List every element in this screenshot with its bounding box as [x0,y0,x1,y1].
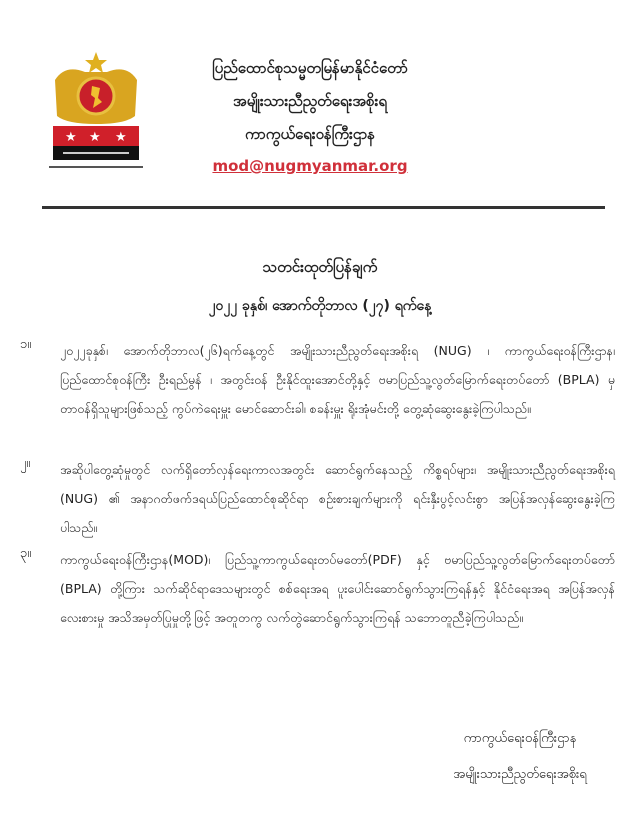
paragraph-1 [20,336,615,423]
ministry-name: ကာကွယ်ရေးဝန်ကြီးဌာန [244,125,376,143]
paragraph-text: အဆိုပါတွေ့ဆုံမှုတွင် လက်ရှိတော်လှန်ရေးကာလအတွင်း ဆောင်ရွက်နေသည့် ကိစ္စရပ်များ၊ အမျိုးသားညီညွတ်ရေးအစိုးရ (NUG) ၏ အနာဂတ်ဖက်ဒရယ်ပြည်ထောင်စုဆိုင်ရာ စဉ်းစားချက်များကို ရင်းနှီးပွင့်လင်းစွာ အပြန်အလှန်ဆွေးနွေးခဲ့ကြပါသည်။ [60,462,615,535]
paragraph-text: ကာကွယ်ရေးဝန်ကြီးဌာန(MOD)၊ ပြည်သူ့ကာကွယ်ရေးတပ်မတော်(PDF) နှင့် ဗမာပြည်သူ့လွတ်မြောက်ရေးတပ်တော် (BPLA) တို့ကြား သက်ဆိုင်ရာဒေသများတွင် စစ်ရေးအရ ပူးပေါင်းဆောင်ရွက်သွားကြရန်နှင့် နိုင်ငံရေးအရ အပြန်အလှန်လေးစားမှု အသိအမှတ်ပြုမှုတို့ဖြင့် အတူတကွ လက်တွဲဆောင်ရွက်သွားကြရန် သဘောတူညီခဲ့ကြပါသည်။ [60,552,615,625]
paragraph-text: ၂၀၂၂ခုနှစ်၊ အောက်တိုဘာလ(၂၆)ရက်နေ့တွင် အမျိုးသားညီညွတ်ရေးအစိုးရ (NUG) ၊ ကာကွယ်ရေးဝန်ကြီးဌာန၊ ပြည်ထောင်စုဝန်ကြီး ဦးရည်မွန် ၊ အတွင်းဝန် ဦးနိုင်ထူးအောင်တို့နှင့် ဗမာပြည်သူ့လွတ်မြောက်ရေးတပ်တော် (BPLA) မှ တာဝန်ရှိသူများဖြစ်သည့် ကွပ်ကဲရေးမှူး မောင်ဆောင်းခါ၊ စခန်းမှူး ရိုးအုံမင်းတို့ တွေ့ဆုံဆွေးနွေးခဲ့ကြပါသည်။ [60,343,615,416]
paragraph-number: ၃။ [20,546,32,561]
document-date: ၂၀၂၂ ခုနှစ်၊ အောက်တိုဘာလ (၂၇) ရက်နေ့ [208,298,432,314]
paragraph-2 [20,455,615,542]
emblem-icon [45,50,147,172]
paragraph-number: ၂။ [20,456,31,471]
paragraph-3 [20,545,615,632]
signature-ministry: ကာကွယ်ရေးဝန်ကြီးဌာန [463,731,577,746]
svg-text:★: ★ [89,130,101,145]
document-title: သတင်းထုတ်ပြန်ချက် [262,258,378,276]
government-name: အမျိုးသားညီညွတ်ရေးအစိုးရ [233,92,387,110]
svg-text:★: ★ [115,130,127,145]
signature-government: အမျိုးသားညီညွတ်ရေးအစိုးရ [453,767,587,782]
paragraph-number: ၁။ [20,337,32,352]
country-name: ပြည်ထောင်စုသမ္မတမြန်မာနိုင်ငံတော် [212,59,408,77]
letterhead [190,52,430,181]
ministry-emblem-logo [45,50,147,172]
svg-text:★: ★ [65,130,77,145]
email-link[interactable]: mod@nugmyanmar.org [212,157,408,175]
header-divider [42,206,605,209]
